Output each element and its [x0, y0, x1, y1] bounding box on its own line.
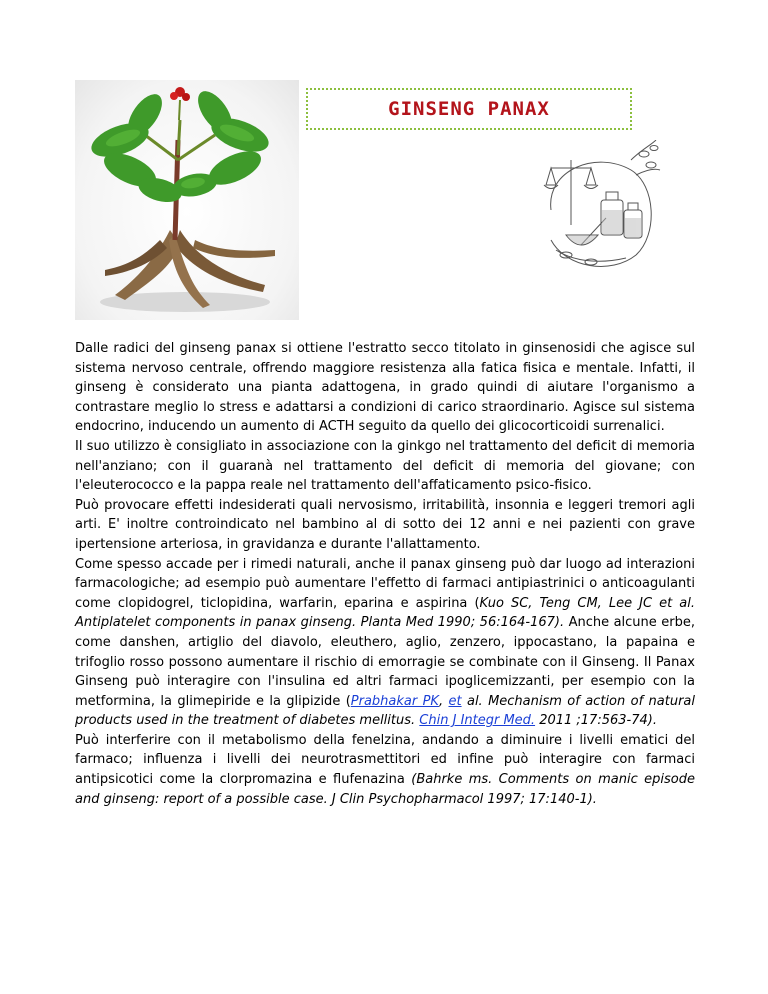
paragraph-4 — [75, 555, 695, 731]
ginseng-plant-illustration — [75, 80, 299, 320]
page-title: GINSENG PANAX — [388, 98, 550, 120]
paragraph-3: Può provocare effetti indesiderati quali nervosismo, irritabilità, insonnia e leggeri tremori agli arti. E' inoltre controindicato nel bambino al di sotto dei 12 anni e nei pazienti con grave ipertensione arteriosa, in gravidanza e durante l'allattamento. — [75, 497, 695, 552]
citation-kuo: Kuo SC, Teng CM, Lee JC et al. Antiplatelet components in panax ginseng. Planta Med 1990; 56:164-167). — [75, 595, 696, 631]
paragraph-4-text-a: Come spesso accade per i rimedi naturali, anche il panax ginseng può dar luogo ad interazioni farmacologiche; ad esempio può aumentare l'effetto di farmaci antipiastrinici o anticoagulanti come clopidogrel, ticlopidina, warfarin, eparina e aspirina ( — [75, 556, 695, 611]
paragraph-5 — [75, 731, 695, 809]
citation-prabhakar-title: al. Mechanism of action of natural products used in the treatment of diabetes mellitus. — [75, 693, 695, 729]
title-box — [306, 88, 632, 130]
link-chin-j-integr-med[interactable]: Chin J Integr Med. — [419, 713, 536, 729]
ginseng-plant-photo — [75, 80, 299, 320]
citation-prabhakar-year: 2011 ;17:563-74). — [535, 713, 657, 729]
article-body — [75, 339, 695, 809]
paragraph-5-text: Può interferire con il metabolismo della fenelzina, andando a diminuire i livelli ematici del farmaco; influenza i livelli dei neurotrasmettitori ed infine può interagire con farmaci antipsicotici come la clorpromazina e flufenazina — [75, 732, 695, 788]
link-prabhakar[interactable]: Prabhakar PK — [350, 693, 439, 709]
paragraph-1: Dalle radici del ginseng panax si ottiene l'estratto secco titolato in ginsenosidi che agisce sul sistema nervoso centrale, offrendo maggiore resistenza alla fatica fisica e mentale. Infatti, il ginseng è considerato una pianta adattogena, in grado quindi di aiutare l'organismo a contrastare meglio lo stress e adattarsi a condizioni di carico straordinario. Agisce sul sistema endocrino, inducendo un aumento di ACTH seguito da quello dei glicocorticoidi surrenalici. — [75, 341, 695, 435]
citation-bahrke: (Bahrke ms. Comments on manic episode and ginseng: report of a possible case. J Clin Psychopharmacol 1997; 17:140-1). — [75, 772, 695, 807]
link-et[interactable]: et — [448, 693, 462, 709]
paragraph-2: Il suo utilizzo è consigliato in associazione con la ginkgo nel trattamento del deficit di memoria nell'anziano; con il guaranà nel trattamento del deficit di memoria del giovane; con l'eleuterococco e la pappa reale nel trattamento dell'affaticamento psico-fisico. — [75, 438, 695, 494]
paragraph-4-text-b: Anche alcune erbe, come danshen, artiglio del diavolo, eleuthero, aglio, zenzero, ippocastano, la papaina e trifoglio rosso possono aumentare il rischio di emorragie se combinate con il Ginseng. Il Panax Ginseng può interagire con l'insulina ed altri farmaci ipoglicemizzanti, per esempio con la metformina, la glimepiride e la glipizide ( — [75, 615, 695, 709]
citation-separator: , — [438, 693, 449, 709]
pharmacy-scale-illustration — [536, 140, 661, 275]
